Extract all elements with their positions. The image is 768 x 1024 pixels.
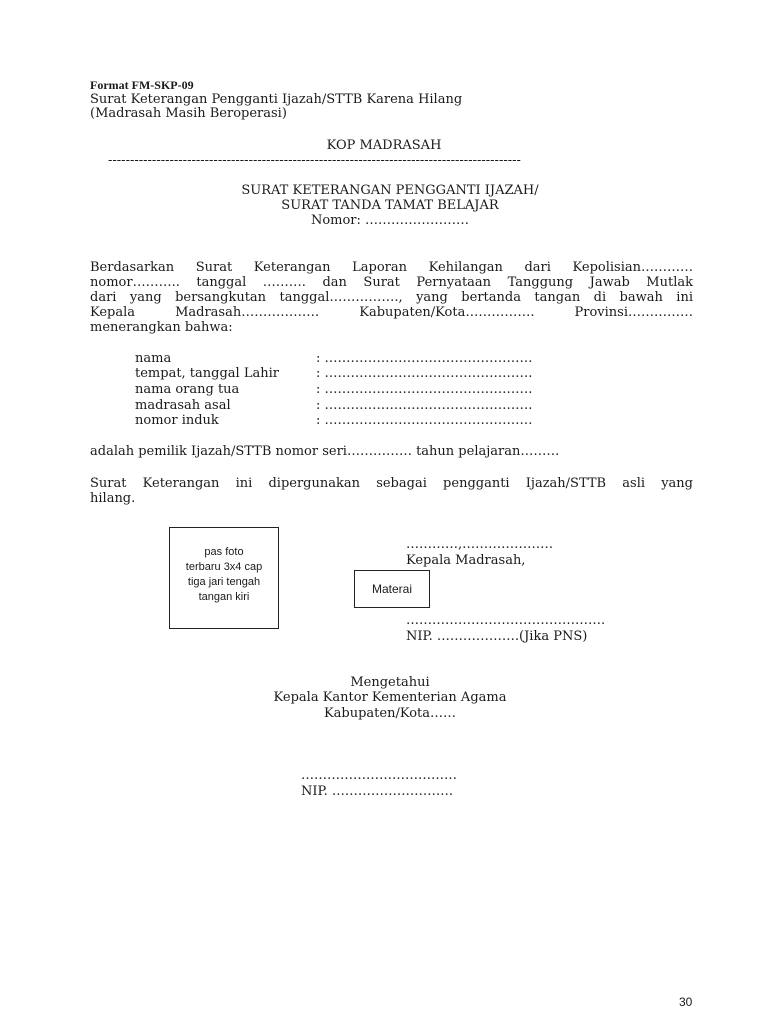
signer-nip: NIP. ……………….(Jika PNS) (406, 629, 588, 644)
page-number: 30 (679, 995, 693, 1009)
field-value-nama: : ………………………………………… (316, 351, 533, 366)
field-label-nama-orang-tua: nama orang tua (135, 382, 240, 397)
field-value-nomor-induk: : ………………………………………… (316, 413, 533, 428)
letter-number: Nomor: …………………… (310, 213, 470, 228)
format-code: Format FM-SKP-09 (90, 78, 194, 92)
acknowledgement-regency: Kabupaten/Kota…… (323, 706, 457, 721)
photo-caption-line: pas foto (204, 546, 244, 558)
paragraph-line: Berdasarkan Surat Keterangan Laporan Kehilangan dari Kepolisian………… (90, 260, 693, 275)
field-value-madrasah-asal: : ………………………………………… (316, 398, 533, 413)
acknowledgement-heading: Mengetahui (350, 675, 430, 690)
photo-placeholder-box (169, 527, 279, 629)
usage-statement: Surat Keterangan ini dipergunakan sebagai pengganti Ijazah/STTB asli yang (90, 476, 693, 491)
usage-statement-end: hilang. (90, 491, 136, 506)
field-label-nama: nama (135, 351, 172, 366)
acknowledgement-office: Kepala Kantor Kementerian Agama (273, 690, 507, 705)
document-subtitle: Surat Keterangan Pengganti Ijazah/STTB Karena Hilang (90, 92, 463, 107)
letter-title-line-2: SURAT TANDA TAMAT BELAJAR (281, 198, 499, 213)
paragraph-line: menerangkan bahwa: (90, 320, 233, 335)
field-label-tempat-tanggal-lahir: tempat, tanggal Lahir (135, 366, 279, 381)
field-value-nama-orang-tua: : ………………………………………… (316, 382, 533, 397)
paragraph-line: nomor……….. tanggal ………. dan Surat Pernyataan Tanggung Jawab Mutlak (90, 275, 693, 290)
field-label-madrasah-asal: madrasah asal (135, 398, 231, 413)
kop-separator: ---------------------------------------------------------------------------------------------- (108, 153, 521, 168)
signer-name-dots: ………………………………………. (406, 613, 606, 628)
place-date: …………,………………… (406, 537, 554, 552)
materai-box (354, 570, 430, 608)
photo-caption-line: terbaru 3x4 cap (185, 561, 263, 573)
document-subtitle-note: (Madrasah Masih Beroperasi) (90, 106, 287, 121)
photo-caption-line: tangan kiri (198, 591, 250, 603)
acknowledger-name-dots: ……………………………… (301, 768, 457, 783)
field-label-nomor-induk: nomor induk (135, 413, 219, 428)
acknowledger-nip: NIP. ………………………. (301, 784, 454, 799)
paragraph-line: dari yang bersangkutan tanggal……………., yang bertanda tangan di bawah ini (90, 290, 693, 305)
letter-title-line-1: SURAT KETERANGAN PENGGANTI IJAZAH/ (241, 183, 539, 198)
owner-statement: adalah pemilik Ijazah/STTB nomor seri…………… tahun pelajaran……… (90, 444, 560, 459)
paragraph-line: Kepala Madrasah……………… Kabupaten/Kota……………. Provinsi…………… (90, 305, 693, 320)
field-value-tempat-tanggal-lahir: : ………………………………………… (316, 366, 533, 381)
kop-title: KOP MADRASAH (326, 138, 442, 153)
photo-caption-line: tiga jari tengah (187, 576, 261, 588)
signer-role: Kepala Madrasah, (406, 553, 526, 568)
materai-label: Materai (371, 582, 412, 596)
